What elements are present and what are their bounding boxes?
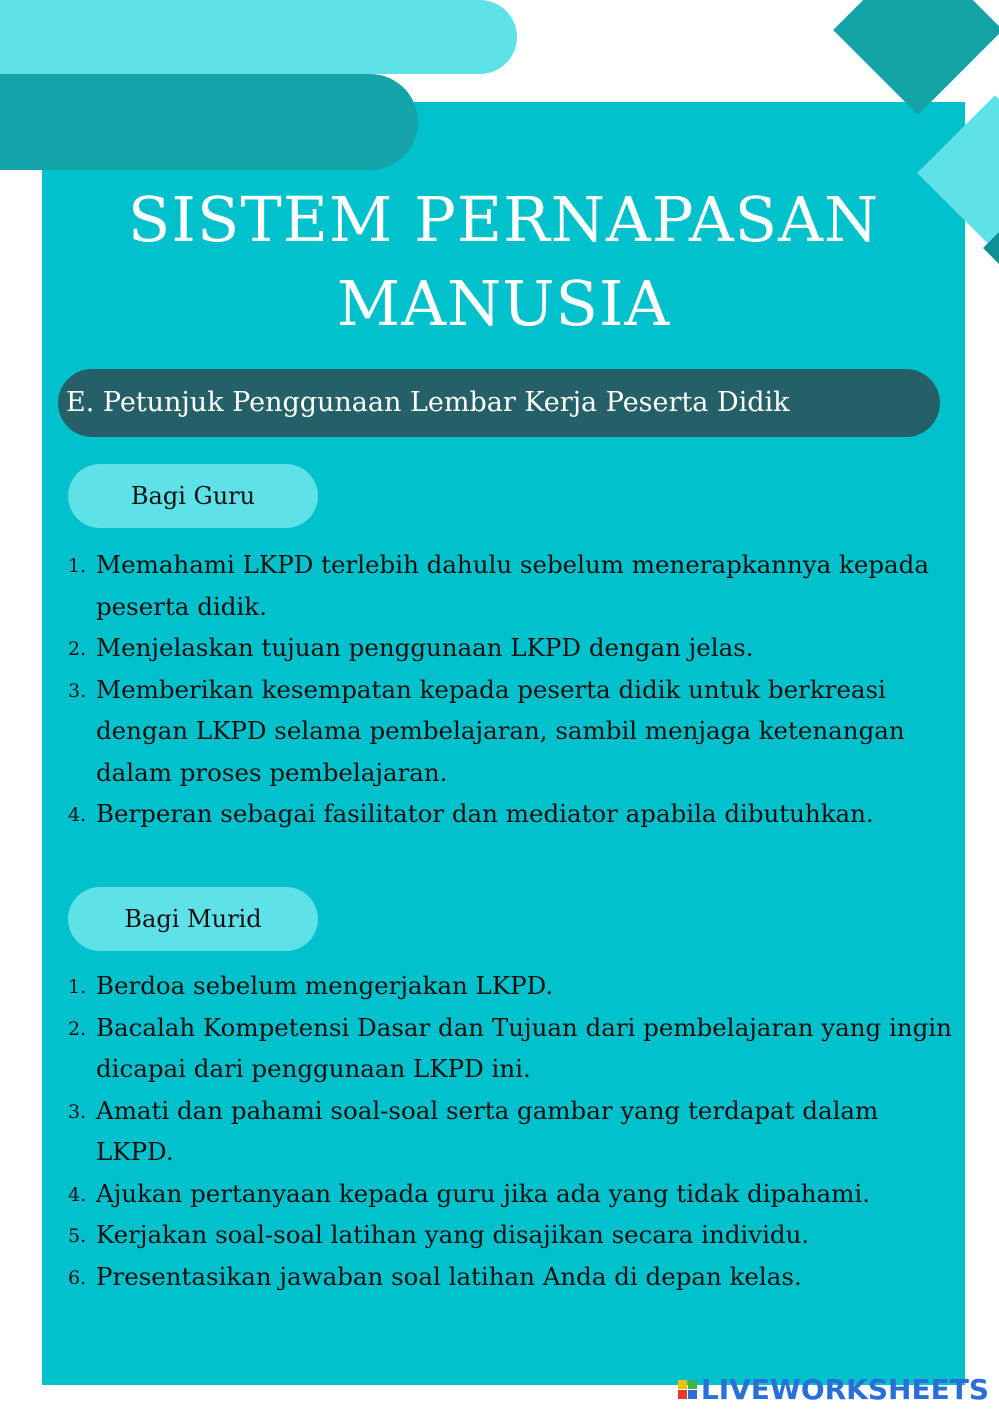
decorative-banner-dark (0, 74, 418, 170)
murid-label: Bagi Murid (68, 887, 318, 951)
item-number: 4. (68, 1183, 87, 1206)
item-number: 4. (68, 804, 87, 826)
decorative-banner-light (0, 0, 517, 74)
item-text: Berdoa sebelum mengerjakan LKPD. (96, 971, 554, 1000)
item-text: Memahami LKPD terlebih dahulu sebelum menerapkannya kepada peserta didik. (96, 550, 929, 621)
liveworksheets-logo-icon (678, 1380, 697, 1399)
item-text: Berperan sebagai fasilitator dan mediator apabila dibutuhkan. (96, 799, 874, 828)
list-item (68, 793, 963, 835)
list-item (68, 544, 963, 627)
watermark-text: LIVEWORKSHEETS (700, 1373, 989, 1406)
item-number: 1. (68, 976, 87, 998)
title-line-1: SISTEM PERNAPASAN (127, 183, 880, 256)
item-number: 3. (68, 679, 87, 702)
list-item (68, 627, 963, 669)
item-text: Ajukan pertanyaan kepada guru jika ada yang tidak dipahami. (96, 1178, 870, 1208)
list-item (68, 1256, 963, 1298)
item-number: 3. (68, 1100, 87, 1123)
item-number: 2. (68, 1017, 87, 1040)
decorative-diamond-dark (833, 0, 999, 115)
guru-instructions-list (68, 544, 963, 835)
item-number: 6. (68, 1266, 87, 1289)
item-number: 2. (68, 638, 87, 660)
list-item (68, 1173, 963, 1215)
page-title (42, 178, 965, 346)
liveworksheets-watermark[interactable] (678, 1373, 989, 1406)
list-item (68, 1007, 963, 1090)
list-item (68, 669, 963, 794)
item-text: Kerjakan soal-soal latihan yang disajikan secara individu. (96, 1220, 810, 1249)
list-item (68, 965, 963, 1007)
murid-instructions-list (68, 965, 963, 1297)
item-text: Menjelaskan tujuan penggunaan LKPD dengan jelas. (96, 633, 754, 662)
list-item (68, 1090, 963, 1173)
guru-label: Bagi Guru (68, 464, 318, 528)
item-text: Memberikan kesempatan kepada peserta didik untuk berkreasi dengan LKPD selama pembelajaran, sambil menjaga ketenangan dalam proses pembelajaran. (96, 674, 905, 787)
title-line-2: MANUSIA (336, 267, 671, 340)
item-number: 5. (68, 1225, 87, 1247)
list-item (68, 1214, 963, 1256)
item-text: Amati dan pahami soal-soal serta gambar yang terdapat dalam LKPD. (96, 1095, 879, 1166)
section-heading: E. Petunjuk Penggunaan Lembar Kerja Peserta Didik (58, 369, 940, 437)
item-number: 1. (68, 555, 87, 577)
item-text: Bacalah Kompetensi Dasar dan Tujuan dari pembelajaran yang ingin dicapai dari penggunaan LKPD ini. (96, 1012, 952, 1083)
item-text: Presentasikan jawaban soal latihan Anda di depan kelas. (96, 1261, 802, 1291)
